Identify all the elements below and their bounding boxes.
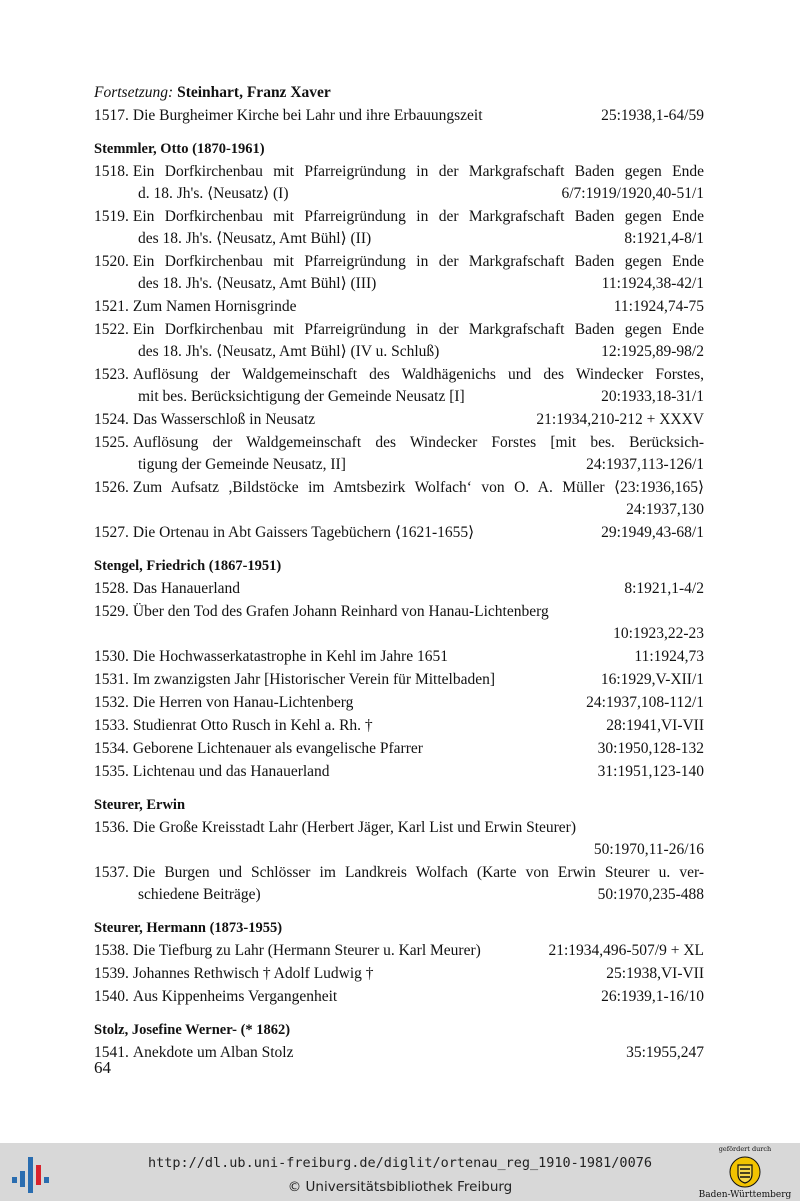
bibliography-entry: [94, 364, 704, 408]
continuation-label: Fortsetzung:: [94, 84, 174, 101]
entry-title: Die Ortenau in Abt Gaissers Tagebüchern ⟨1621-1655⟩: [132, 524, 475, 541]
bibliography-entry: [94, 761, 704, 783]
entry-number: 1523.: [94, 366, 129, 383]
bibliography-entry: [94, 251, 704, 295]
entry-title-continued: tigung der Gemeinde Neusatz, II]: [138, 456, 346, 473]
entry-number: 1539.: [94, 965, 129, 982]
entry-number: 1518.: [94, 163, 129, 180]
author-heading: Steurer, Hermann (1873-1955): [94, 920, 283, 936]
bibliography-entry: [94, 296, 704, 318]
entry-title: Auflösung der Waldgemeinschaft des Waldhägenichs und des Windecker Forstes,: [132, 366, 704, 383]
entry-reference: 11:1924,38-42/1: [601, 275, 704, 292]
register-page: [94, 82, 704, 1064]
entry-reference: 10:1923,22-23: [613, 625, 704, 642]
entry-title-continued: des 18. Jh's. ⟨Neusatz, Amt Bühl⟩ (IV u. Schluß): [138, 343, 440, 360]
entry-number: 1535.: [94, 763, 129, 780]
footer-copyright: © Universitätsbibliothek Freiburg: [287, 1179, 513, 1195]
entry-title: Zum Namen Hornisgrinde: [132, 298, 297, 315]
bibliography-entry: [94, 715, 704, 737]
entry-reference: 21:1934,210-212 + XXXV: [536, 411, 704, 428]
bibliography-entry: [94, 432, 704, 476]
author-heading: Stengel, Friedrich (1867-1951): [94, 558, 282, 574]
bibliography-entry: [94, 105, 704, 127]
footer-bar: [0, 1143, 800, 1201]
sponsor-label: gefördert durch: [718, 1145, 772, 1153]
entry-title: Die Große Kreisstadt Lahr (Herbert Jäger, Karl List und Erwin Steurer): [132, 819, 577, 836]
entry-reference: 21:1934,496-507/9 + XL: [548, 942, 704, 959]
entry-number: 1519.: [94, 208, 129, 225]
bibliography-entry: [94, 986, 704, 1008]
entry-number: 1530.: [94, 648, 129, 665]
entry-reference: 26:1939,1-16/10: [601, 988, 704, 1005]
coat-of-arms-icon: [729, 1156, 761, 1188]
entry-number: 1534.: [94, 740, 129, 757]
bibliography-entry: [94, 206, 704, 250]
bibliography-entry: [94, 692, 704, 714]
entry-reference: 28:1941,VI-VII: [606, 717, 704, 734]
entry-reference: 8:1921,1-4/2: [624, 580, 704, 597]
entry-reference: 24:1937,108-112/1: [586, 694, 704, 711]
entry-title: Das Wasserschloß in Neusatz: [132, 411, 316, 428]
entry-number: 1528.: [94, 580, 129, 597]
entry-title: Die Burgheimer Kirche bei Lahr und ihre Erbauungszeit: [132, 107, 483, 124]
author-heading: Stemmler, Otto (1870-1961): [94, 141, 265, 157]
entry-title: Ein Dorfkirchenbau mit Pfarreigründung in der Markgrafschaft Baden gegen Ende: [132, 208, 704, 225]
bibliography-entry: [94, 578, 704, 600]
entry-reference: 20:1933,18-31/1: [601, 388, 704, 405]
entry-reference: 30:1950,128-132: [597, 740, 704, 757]
entry-number: 1536.: [94, 819, 129, 836]
entry-title: Studienrat Otto Rusch in Kehl a. Rh. †: [132, 717, 373, 734]
entry-title: Lichtenau und das Hanauerland: [132, 763, 330, 780]
entry-reference: 24:1937,113-126/1: [586, 456, 704, 473]
entry-number: 1522.: [94, 321, 129, 338]
entry-number: 1521.: [94, 298, 129, 315]
entry-title: Die Burgen und Schlösser im Landkreis Wolfach (Karte von Erwin Steurer u. ver-: [132, 864, 704, 881]
entry-title-continued: d. 18. Jh's. ⟨Neusatz⟩ (I): [138, 185, 289, 202]
entry-reference: 11:1924,73: [634, 648, 704, 665]
bibliography-entry: [94, 817, 704, 861]
entry-title: Die Herren von Hanau-Lichtenberg: [132, 694, 354, 711]
entry-title: Die Tiefburg zu Lahr (Hermann Steurer u. Karl Meurer): [132, 942, 481, 959]
entry-number: 1538.: [94, 942, 129, 959]
entry-number: 1532.: [94, 694, 129, 711]
entry-number: 1524.: [94, 411, 129, 428]
entry-title: Johannes Rethwisch † Adolf Ludwig †: [132, 965, 374, 982]
entry-title-continued: mit bes. Berücksichtigung der Gemeinde Neusatz [I]: [138, 388, 465, 405]
entry-reference: 35:1955,247: [626, 1044, 704, 1061]
entry-number: 1527.: [94, 524, 129, 541]
entry-title: Auflösung der Waldgemeinschaft des Windecker Forstes [mit bes. Berücksich-: [132, 434, 704, 451]
continuation-heading: [94, 82, 704, 104]
entry-title: Über den Tod des Grafen Johann Reinhard von Hanau-Lichtenberg: [132, 603, 549, 620]
entry-title-continued: des 18. Jh's. ⟨Neusatz, Amt Bühl⟩ (II): [138, 230, 372, 247]
entry-title: Ein Dorfkirchenbau mit Pfarreigründung in der Markgrafschaft Baden gegen Ende: [132, 253, 704, 270]
entry-title: Im zwanzigsten Jahr [Historischer Verein für Mittelbaden]: [132, 671, 495, 688]
continuation-author: Steinhart, Franz Xaver: [177, 84, 331, 101]
entry-number: 1541.: [94, 1044, 129, 1061]
bibliography-entry: [94, 738, 704, 760]
entry-number: 1526.: [94, 479, 129, 496]
entry-title: Zum Aufsatz ,Bildstöcke im Amtsbezirk Wolfach‘ von O. A. Müller ⟨23:1936,165⟩: [132, 479, 704, 496]
entry-number: 1537.: [94, 864, 129, 881]
page-number: 64: [94, 1058, 111, 1077]
entry-title: Das Hanauerland: [132, 580, 241, 597]
bibliography-entry: [94, 669, 704, 691]
footer-url[interactable]: http://dl.ub.uni-freiburg.de/diglit/ortenau_reg_1910-1981/0076: [148, 1155, 652, 1171]
bibliography-entry: [94, 862, 704, 906]
entry-number: 1520.: [94, 253, 129, 270]
author-heading: Stolz, Josefine Werner- (* 1862): [94, 1022, 291, 1038]
bibliography-sections: [94, 105, 704, 1064]
entry-number: 1525.: [94, 434, 129, 451]
entry-title: Geborene Lichtenauer als evangelische Pfarrer: [132, 740, 423, 757]
bibliography-entry: [94, 477, 704, 521]
entry-title: Ein Dorfkirchenbau mit Pfarreigründung in der Markgrafschaft Baden gegen Ende: [132, 321, 704, 338]
sponsor-name: Baden-Württemberg: [698, 1190, 792, 1200]
entry-reference: 25:1938,1-64/59: [601, 107, 704, 124]
entry-title-continued: des 18. Jh's. ⟨Neusatz, Amt Bühl⟩ (III): [138, 275, 377, 292]
entry-title-continued: schiedene Beiträge): [138, 886, 261, 903]
bibliography-entry: [94, 161, 704, 205]
entry-reference: 29:1949,43-68/1: [601, 524, 704, 541]
entry-reference: 12:1925,89-98/2: [601, 343, 704, 360]
author-heading: Steurer, Erwin: [94, 797, 186, 813]
entry-reference: 25:1938,VI-VII: [606, 965, 704, 982]
entry-title: Ein Dorfkirchenbau mit Pfarreigründung in der Markgrafschaft Baden gegen Ende: [132, 163, 704, 180]
entry-number: 1533.: [94, 717, 129, 734]
bibliography-entry: [94, 940, 704, 962]
entry-reference: 11:1924,74-75: [613, 298, 704, 315]
entry-reference: 6/7:1919/1920,40-51/1: [561, 185, 704, 202]
bibliography-entry: [94, 522, 704, 544]
bibliography-entry: [94, 1042, 704, 1064]
entry-title: Die Hochwasserkatastrophe in Kehl im Jahre 1651: [132, 648, 448, 665]
bibliography-entry: [94, 601, 704, 645]
bibliography-entry: [94, 319, 704, 363]
bibliography-entry: [94, 646, 704, 668]
entry-reference: 31:1951,123-140: [597, 763, 704, 780]
entry-reference: 50:1970,235-488: [597, 886, 704, 903]
baden-wuerttemberg-logo: [690, 1145, 800, 1201]
entry-number: 1529.: [94, 603, 129, 620]
entry-number: 1540.: [94, 988, 129, 1005]
entry-reference: 24:1937,130: [626, 501, 704, 518]
entry-reference: 8:1921,4-8/1: [624, 230, 704, 247]
entry-title: Anekdote um Alban Stolz: [132, 1044, 294, 1061]
bibliography-entry: [94, 963, 704, 985]
entry-number: 1531.: [94, 671, 129, 688]
bibliography-entry: [94, 409, 704, 431]
entry-reference: 16:1929,V-XII/1: [600, 671, 704, 688]
entry-number: 1517.: [94, 107, 129, 124]
entry-title: Aus Kippenheims Vergangenheit: [132, 988, 338, 1005]
entry-reference: 50:1970,11-26/16: [593, 841, 704, 858]
